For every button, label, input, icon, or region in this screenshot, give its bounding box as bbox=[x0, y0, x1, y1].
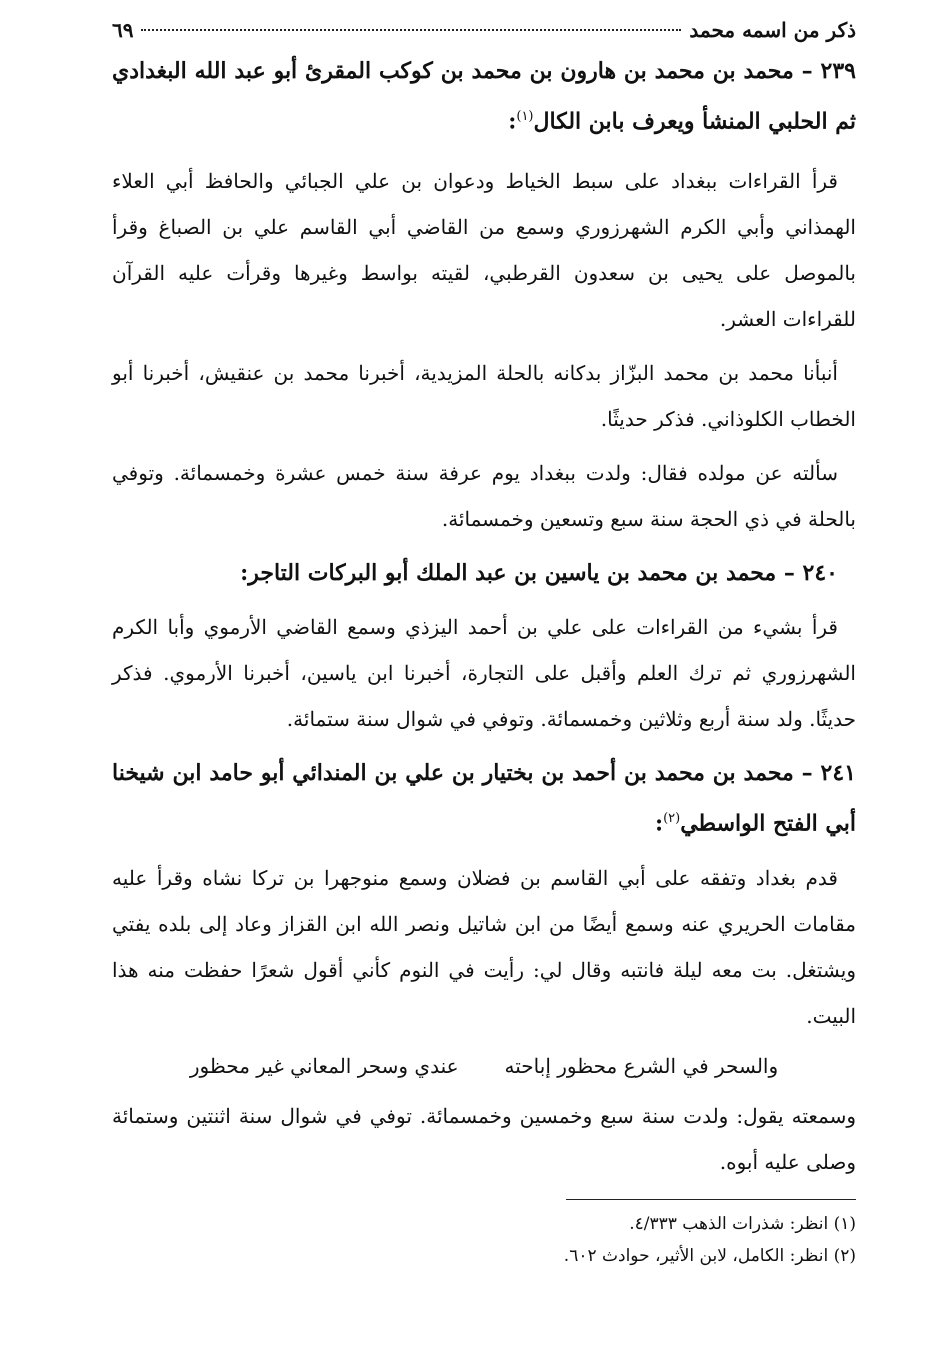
paragraph: أنبأنا محمد بن محمد البزّاز بدكانه بالحلة المزيدية، أخبرنا محمد بن عنقيش، أخبرنا أبو الخطاب الكلوذاني. فذكر حديثًا. bbox=[112, 361, 856, 432]
running-header bbox=[112, 18, 856, 48]
verse-hemistich-second: عندي وسحر المعاني غير محظور bbox=[189, 1053, 459, 1078]
entry-title-240: ٢٤٠ – محمد بن محمد بن ياسين بن عبد الملك أبو البركات التاجر: bbox=[240, 560, 838, 587]
spacer bbox=[112, 542, 856, 550]
spacer bbox=[112, 596, 856, 604]
entry-title-239 bbox=[112, 48, 856, 144]
footnote-1: (١) انظر: شذرات الذهب ٤/٣٣٣. bbox=[629, 1213, 856, 1234]
footnote-2: (٢) انظر: الكامل، لابن الأثير، حوادث ٦٠٢. bbox=[563, 1245, 856, 1266]
entry-title-end: : bbox=[654, 810, 664, 837]
spacer bbox=[112, 442, 856, 450]
paragraph: قدم بغداد وتفقه على أبي القاسم بن فضلان وسمع منوجهرا بن تركا نشاه وقرأ عليه مقامات الحريري عنه وسمع أيضًا من ابن شاتيل ونصر الله ابن القزاز وعاد إلى بلده يفتي ويشتغل. بت معه ليلة فانتبه وقال لي: رأيت في النوم كأني أقول شعرًا حفظت منه هذا البيت. bbox=[112, 865, 856, 1028]
entry-title-241 bbox=[112, 750, 856, 846]
poetry-verse bbox=[112, 1043, 856, 1089]
paragraph: وسمعته يقول: ولدت سنة سبع وخمسين وخمسمائة. توفي في شوال سنة اثنتين وستمائة وصلى عليه أبوه. bbox=[112, 1103, 856, 1174]
paragraph: قرأ القراءات ببغداد على سبط الخياط ودعوان بن علي الجبائي والحافظ أبي العلاء الهمذاني وأبي الكرم الشهرزوري وسمع من القاضي أبي القاسم علي بن الصباغ وقرأ بالموصل على يحيى بن سعدون القرطبي، لقيته بواسط وغيرها وقرأت عليه القرآن للقراءات العشر. bbox=[112, 169, 856, 332]
spacer bbox=[112, 144, 856, 158]
entry-title-text: ٢٣٩ – محمد بن محمد بن هارون بن محمد بن كوكب المقرئ أبو عبد الله البغدادي ثم الحلبي المنشأ ويعرف بابن الكال bbox=[112, 58, 856, 135]
book-page bbox=[112, 18, 856, 1272]
verse-hemistich-first: والسحر في الشرع محظور إباحته bbox=[504, 1053, 779, 1078]
spacer bbox=[112, 342, 856, 350]
footnote-divider bbox=[566, 1199, 856, 1200]
spacer bbox=[112, 742, 856, 750]
spacer bbox=[112, 847, 856, 855]
paragraph: سألته عن مولده فقال: ولدت ببغداد يوم عرفة سنة خمس عشرة وخمسمائة. وتوفي بالحلة في ذي الحجة سنة سبع وتسعين وخمسمائة. bbox=[112, 461, 856, 532]
paragraph: قرأ بشيء من القراءات على علي بن أحمد اليزذي وسمع القاضي الأرموي وأبا الكرم الشهرزوري ثم ترك العلم وأقبل على التجارة، أخبرنا ابن ياسين، أخبرنا الأرموي. فذكر حديثًا. ولد سنة أربع وثلاثين وخمسمائة. وتوفي في شوال سنة ستمائة. bbox=[112, 615, 856, 732]
entry-title-end: : bbox=[508, 108, 517, 135]
footnote-marker[interactable]: (٢) bbox=[663, 811, 681, 827]
header-title: ذكر من اسمه محمد bbox=[689, 18, 856, 42]
page-number: ٦٩ bbox=[112, 18, 134, 42]
footnote-marker[interactable]: (١) bbox=[516, 109, 534, 124]
header-dot-leader bbox=[141, 29, 681, 31]
entry-title-text: ٢٤١ – محمد بن محمد بن أحمد بن بختيار بن علي بن المندائي أبو حامد ابن شيخنا أبي الفتح الواسطي bbox=[112, 760, 856, 837]
